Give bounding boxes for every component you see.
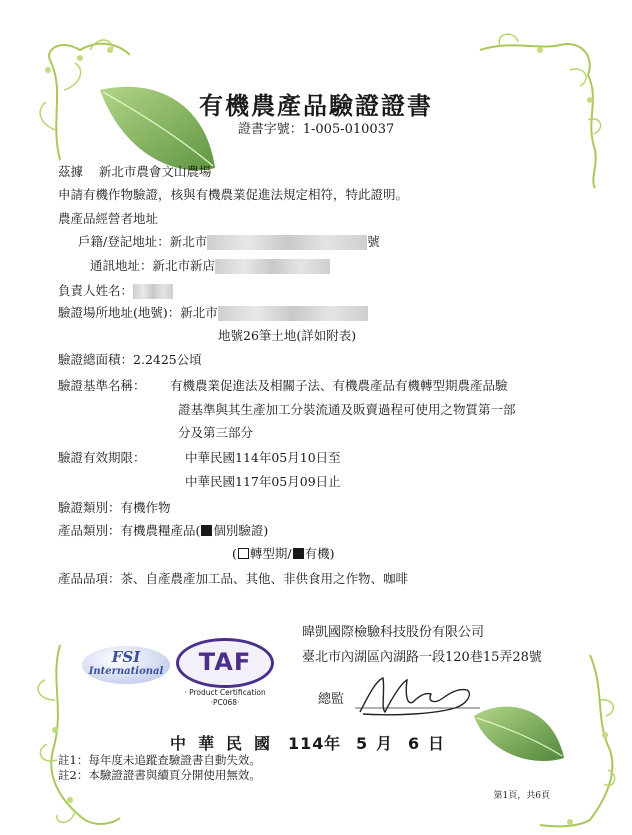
intro-line	[58, 164, 211, 180]
household-address	[78, 234, 380, 250]
total-area	[58, 352, 202, 368]
mailing-value-start: 新北市新店	[152, 258, 216, 273]
page-indicator: 第1頁，共6頁	[493, 791, 550, 801]
date-char: 國	[254, 734, 272, 753]
certification-type	[58, 500, 171, 516]
issuer-company: 暐凱國際檢驗科技股份有限公司	[302, 625, 485, 640]
transition-option: 轉型期/	[249, 546, 292, 561]
certificate-title: 有機農產品驗證證書	[199, 92, 433, 120]
responsible-person	[58, 283, 173, 299]
unchecked-box-icon	[238, 548, 249, 559]
product-type-value: 有機農糧產品(	[120, 523, 201, 538]
site-value-line2: 地號26筆土地(詳如附表)	[218, 328, 357, 343]
intro-prefix: 茲據	[58, 164, 84, 179]
fsi-line2: International	[88, 666, 164, 677]
cert-no-value: 1-005-010037	[302, 122, 395, 137]
area-label: 驗證總面積：	[58, 352, 134, 367]
site-address	[58, 305, 368, 321]
checked-box-icon	[201, 525, 212, 536]
mailing-label: 通訊地址：	[90, 258, 153, 273]
redacted-block	[207, 235, 367, 250]
household-value-start: 新北市	[169, 234, 208, 249]
date-char: 日	[428, 734, 446, 753]
type-value: 有機作物	[120, 500, 171, 515]
date-char: 月	[376, 734, 394, 753]
mailing-address	[90, 258, 330, 274]
validity-to: 中華民國117年05月09日止	[185, 474, 341, 489]
date-char: 年	[324, 734, 342, 753]
farm-name: 新北市農會文山農場	[98, 164, 212, 179]
leaf-icon	[472, 698, 567, 768]
note-1: 註1：每年度未追蹤查驗證書自動失效。	[58, 753, 261, 767]
operator-address-label: 農產品經營者地址	[58, 211, 159, 226]
taf-logo	[176, 638, 274, 688]
validity-from: 中華民國114年05月10日至	[185, 450, 341, 465]
standard-label: 驗證基準名稱：	[58, 378, 146, 393]
fsi-line1: FSI	[111, 648, 141, 666]
transition-options	[232, 546, 335, 562]
redacted-block	[215, 259, 330, 274]
taf-subtitle: · Product Certification	[184, 688, 266, 697]
product-type	[58, 523, 268, 539]
taf-text: TAF	[198, 648, 252, 676]
standard-line: 有機農業促進法及相關子法、有機農產品有機轉型期農產品驗	[170, 378, 508, 393]
paren-open: (	[232, 546, 237, 561]
items-label: 產品品項：	[58, 571, 121, 586]
signature-image	[355, 672, 485, 720]
fsi-logo	[82, 646, 170, 684]
taf-code: ·PC068·	[210, 698, 240, 707]
household-label: 戶籍/登記地址：	[78, 234, 170, 249]
household-value-end: 號	[367, 234, 380, 249]
certificate-number	[0, 118, 632, 137]
date-char: 華	[198, 734, 216, 753]
date-year: 114	[288, 734, 325, 753]
date-char: 中	[170, 734, 188, 753]
product-type-label: 產品類別：	[58, 523, 121, 538]
checked-box-icon	[293, 548, 304, 559]
product-type-option: 個別驗證)	[213, 523, 269, 538]
redacted-block	[218, 306, 368, 321]
standard-line: 證基準與其生產加工分裝流通及販賣過程可使用之物質第一部	[178, 402, 516, 417]
standard-line: 分及第三部分	[178, 425, 254, 440]
site-value-start: 新北市	[180, 305, 218, 320]
area-value: 2.2425公頃	[133, 352, 202, 367]
redacted-block	[133, 284, 173, 299]
cert-no-label: 證書字號：	[237, 122, 303, 137]
date-day: 6	[408, 734, 421, 753]
signer-title: 總監	[318, 692, 345, 707]
site-label: 驗證場所地址(地號)：	[58, 305, 181, 320]
person-label: 負責人姓名：	[58, 283, 134, 298]
issuer-address: 臺北市內湖區內湖路一段120巷15弄28號	[302, 650, 542, 665]
date-char: 民	[226, 734, 244, 753]
statement: 申請有機作物驗證，核與有機農業促進法規定相符，特此證明。	[58, 187, 409, 202]
issue-date	[170, 731, 450, 754]
items-value: 茶、自產農產加工品、其他、非供食用之作物、咖啡	[120, 571, 409, 586]
date-month: 5	[356, 734, 369, 753]
type-label: 驗證類別：	[58, 500, 121, 515]
product-items	[58, 571, 408, 587]
validity-label: 驗證有效期限：	[58, 450, 146, 465]
note-2: 註2：本驗證證書與續頁分開使用無效。	[58, 768, 261, 782]
organic-option: 有機)	[304, 546, 335, 561]
